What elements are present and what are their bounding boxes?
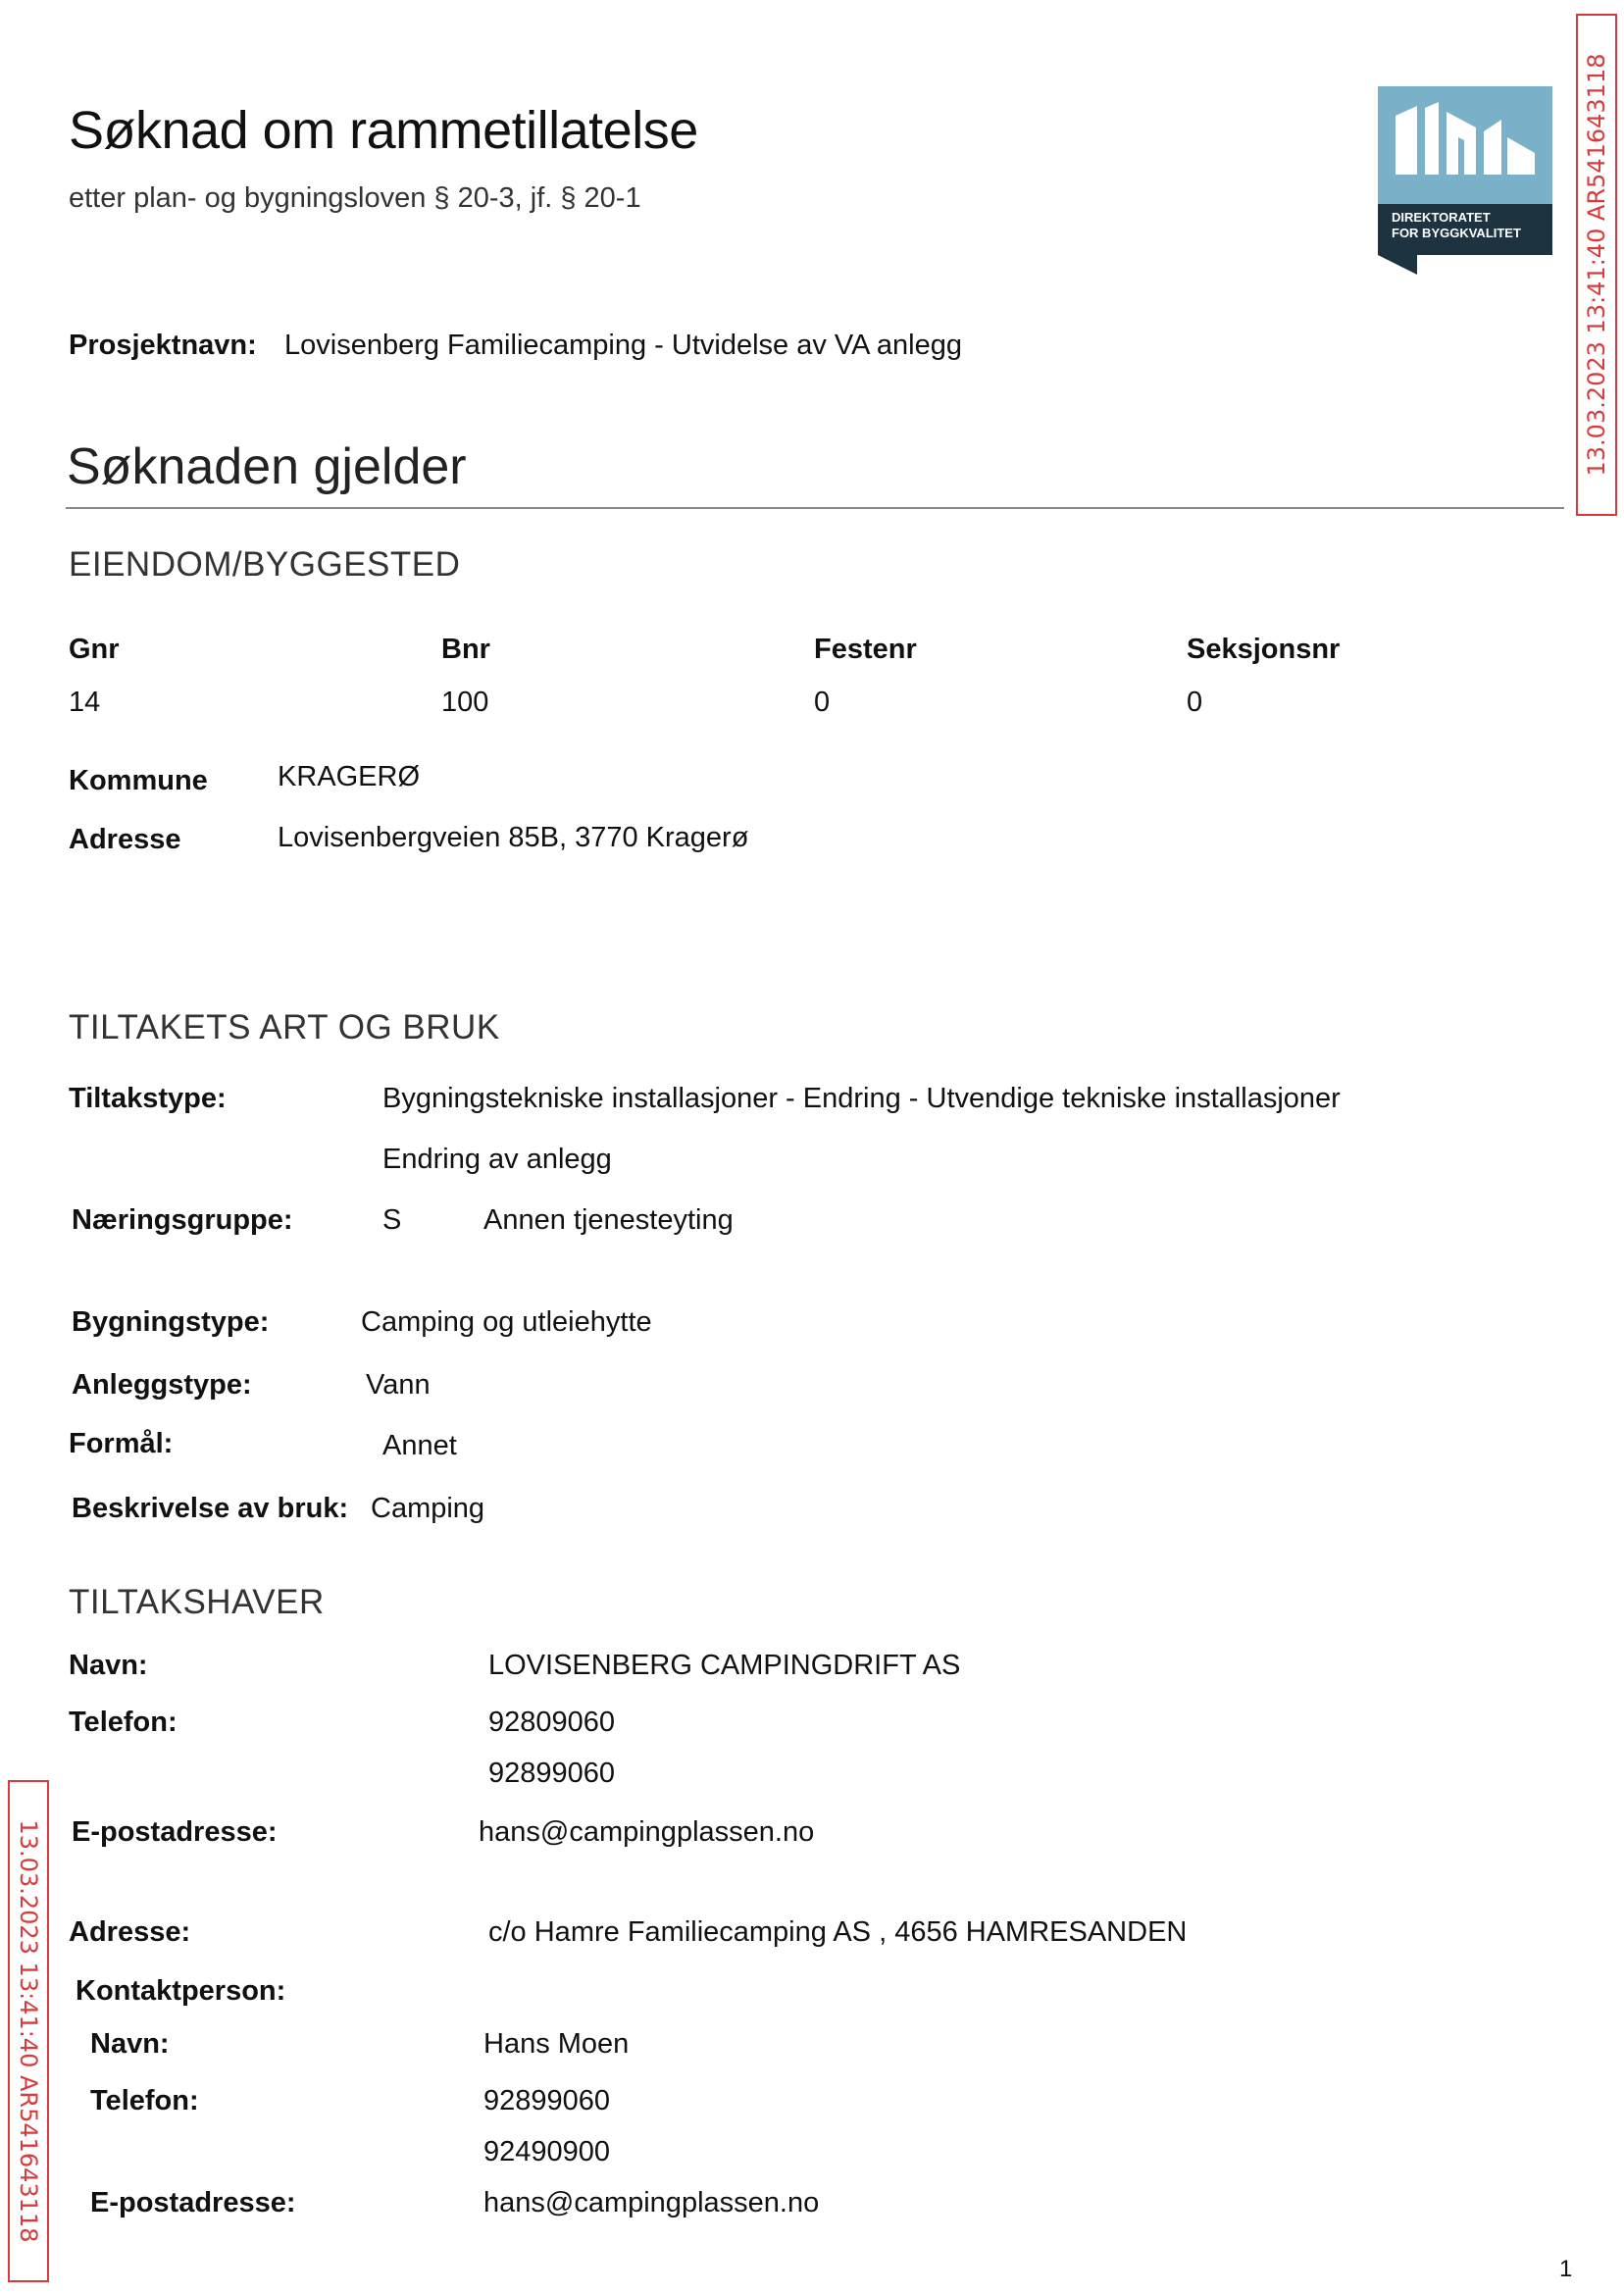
section-title: Søknaden gjelder (67, 438, 467, 495)
bygningstype-label: Bygningstype: (72, 1306, 270, 1338)
archive-stamp-bottom (8, 1780, 49, 2282)
kommune-value: KRAGERØ (278, 761, 421, 792)
document-title: Søknad om rammetillatelse (69, 101, 698, 160)
anleggstype-label: Anleggstype: (72, 1369, 252, 1401)
owner-telefon-label: Telefon: (69, 1707, 178, 1738)
seksjonsnr-value: 0 (1187, 687, 1203, 718)
logo-text-line2: FOR BYGGKVALITET (1392, 226, 1521, 240)
naeringsgruppe-label: Næringsgruppe: (72, 1204, 293, 1236)
bnr-value: 100 (441, 687, 489, 718)
gnr-value: 14 (69, 687, 101, 718)
bygningstype-value: Camping og utleiehytte (361, 1306, 652, 1338)
owner-navn-value: LOVISENBERG CAMPINGDRIFT AS (488, 1650, 961, 1681)
formal-label: Formål: (69, 1428, 174, 1459)
archive-stamp-bottom-text: 13.03.2023 13:41:40 AR541643118 (15, 1819, 42, 2243)
archive-stamp-top (1576, 14, 1617, 516)
seksjonsnr-label: Seksjonsnr (1187, 634, 1341, 665)
naeringsgruppe-code: S (382, 1204, 402, 1236)
measure-heading: TILTAKETS ART OG BRUK (69, 1008, 500, 1046)
tiltakstype-label: Tiltakstype: (69, 1083, 227, 1114)
adresse-label: Adresse (69, 824, 181, 855)
owner-heading: TILTAKSHAVER (69, 1583, 325, 1621)
gnr-label: Gnr (69, 634, 120, 665)
kontakt-navn-value: Hans Moen (483, 2028, 630, 2060)
project-label: Prosjektnavn: (69, 330, 257, 361)
archive-stamp-top-text: 13.03.2023 13:41:40 AR541643118 (1583, 53, 1610, 477)
kommune-label: Kommune (69, 765, 208, 796)
owner-epost-value: hans@campingplassen.no (479, 1816, 815, 1848)
project-value: Lovisenberg Familiecamping - Utvidelse av VA anlegg (284, 330, 962, 361)
page-number: 1 (1559, 2256, 1573, 2282)
owner-adresse-label: Adresse: (69, 1916, 191, 1948)
kontaktperson-label: Kontaktperson: (76, 1975, 286, 2007)
bnr-label: Bnr (441, 634, 490, 665)
property-heading: EIENDOM/BYGGESTED (69, 545, 461, 584)
anleggstype-value: Vann (366, 1369, 431, 1401)
document-subtitle: etter plan- og bygningsloven § 20-3, jf. § 20-1 (69, 182, 641, 214)
tiltakstype-value-2: Endring av anlegg (382, 1144, 612, 1175)
adresse-value: Lovisenbergveien 85B, 3770 Kragerø (278, 822, 749, 853)
section-divider (66, 507, 1564, 509)
owner-epost-label: E-postadresse: (72, 1816, 278, 1848)
owner-telefon-value-2: 92899060 (488, 1758, 616, 1789)
owner-adresse-value: c/o Hamre Familiecamping AS , 4656 HAMRESANDEN (488, 1916, 1188, 1948)
beskrivelse-label: Beskrivelse av bruk: (72, 1493, 349, 1524)
kontakt-telefon-value-1: 92899060 (483, 2085, 611, 2116)
kontakt-navn-label: Navn: (90, 2028, 170, 2060)
logo-text-line1: DIREKTORATET (1392, 210, 1491, 225)
owner-telefon-value-1: 92809060 (488, 1707, 616, 1738)
tiltakstype-value-1: Bygningstekniske installasjoner - Endring - Utvendige tekniske installasjoner (382, 1083, 1341, 1114)
owner-navn-label: Navn: (69, 1650, 148, 1681)
formal-value: Annet (382, 1430, 457, 1461)
festenr-value: 0 (814, 687, 831, 718)
kontakt-epost-value: hans@campingplassen.no (483, 2187, 820, 2218)
kontakt-telefon-value-2: 92490900 (483, 2136, 611, 2167)
dibk-logo (1378, 86, 1552, 275)
festenr-label: Festenr (814, 634, 917, 665)
kontakt-epost-label: E-postadresse: (90, 2187, 296, 2218)
naeringsgruppe-value: Annen tjenesteyting (483, 1204, 734, 1236)
beskrivelse-value: Camping (371, 1493, 485, 1524)
kontakt-telefon-label: Telefon: (90, 2085, 199, 2116)
